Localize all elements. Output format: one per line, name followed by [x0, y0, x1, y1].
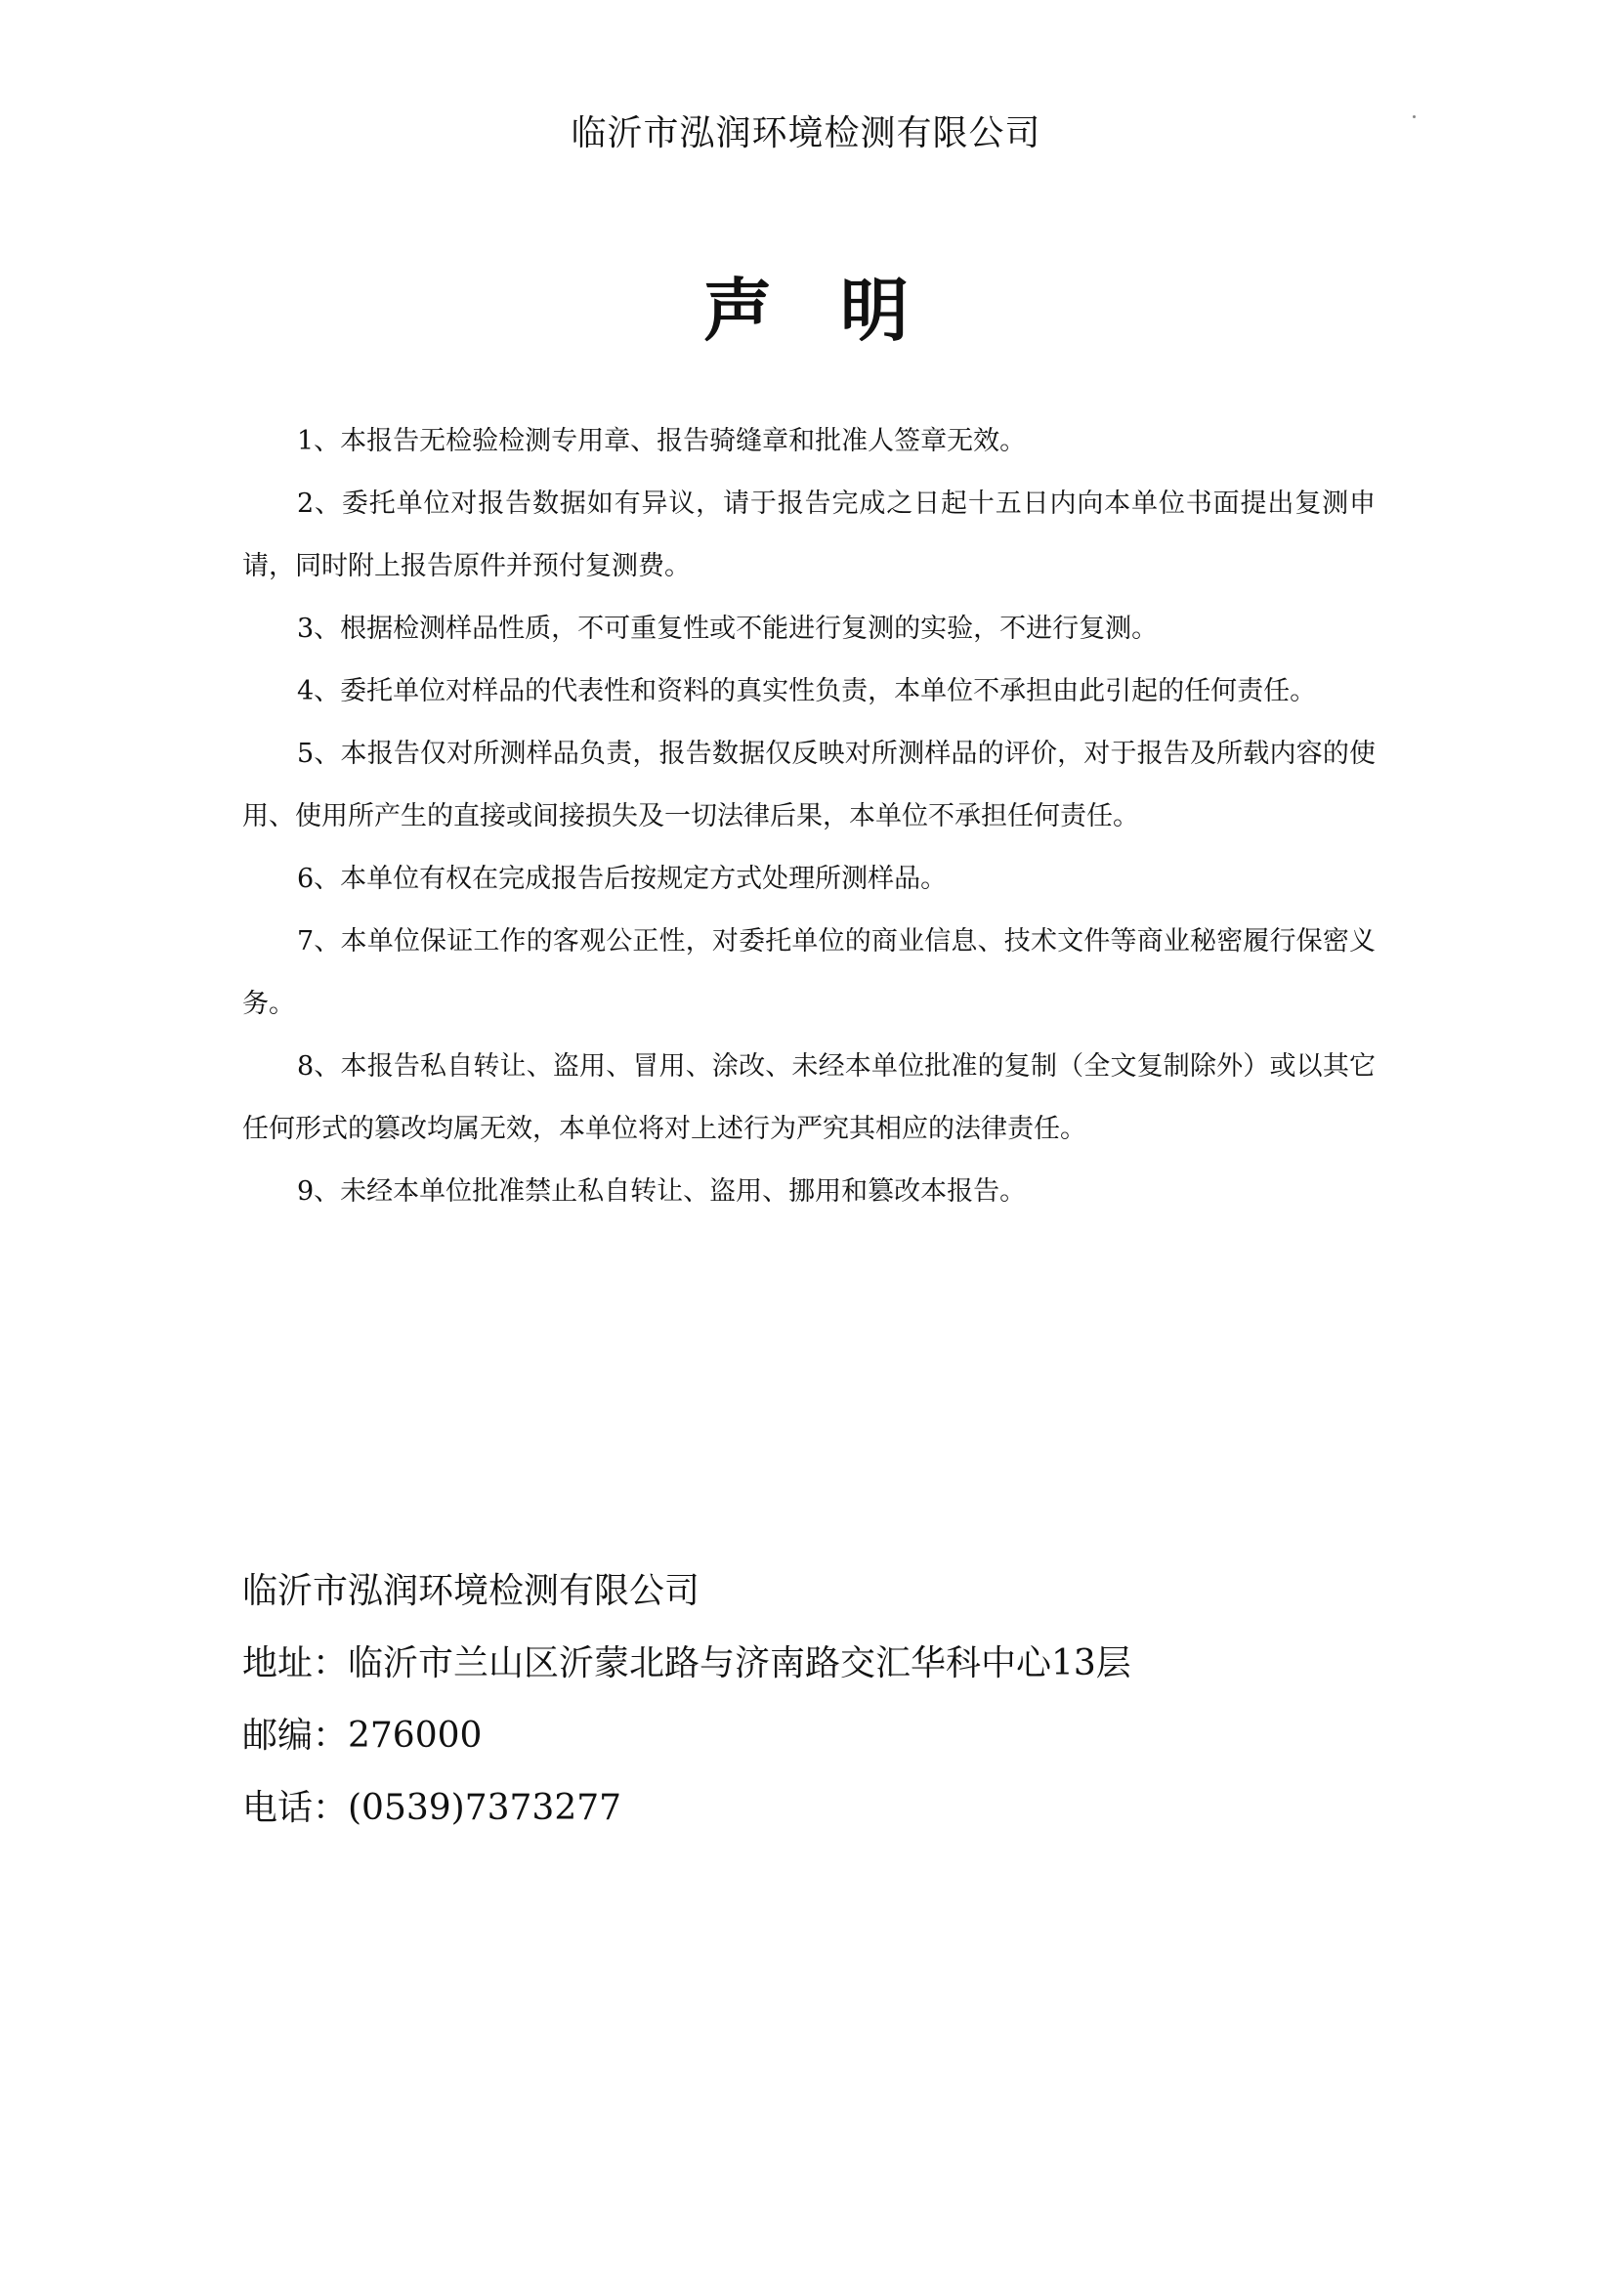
clause-item: 4、委托单位对样品的代表性和资料的真实性负责，本单位不承担由此引起的任何责任。	[297, 676, 1317, 706]
company-header: 临沂市泓润环境检测有限公司	[571, 113, 1041, 153]
contact-footer	[242, 1555, 1376, 1845]
clause-item: 9、未经本单位批准禁止私自转让、盗用、挪用和篡改本报告。	[297, 1176, 1027, 1207]
clause-item: 7、本单位保证工作的客观公正性，对委托单位的商业信息、技术文件等商业秘密履行保密义务。	[242, 926, 1376, 1019]
footer-postcode: 邮编：276000	[242, 1716, 483, 1756]
clause-item: 2、委托单位对报告数据如有异议，请于报告完成之日起十五日内向本单位书面提出复测申请，同时附上报告原件并预付复测费。	[242, 489, 1376, 581]
clause-item: 6、本单位有权在完成报告后按规定方式处理所测样品。	[297, 864, 948, 894]
clause-list	[242, 410, 1376, 1223]
clause-item: 1、本报告无检验检测专用章、报告骑缝章和批准人签章无效。	[297, 426, 1027, 456]
clause-item: 8、本报告私自转让、盗用、冒用、涂改、未经本单位批准的复制（全文复制除外）或以其它任何形式的篡改均属无效，本单位将对上述行为严究其相应的法律责任。	[242, 1051, 1376, 1144]
document-title: 声明	[703, 270, 977, 351]
footer-address: 地址：临沂市兰山区沂蒙北路与济南路交汇华科中心13层	[242, 1643, 1131, 1683]
footer-phone: 电话：(0539)7373277	[242, 1788, 622, 1828]
clause-item: 5、本报告仅对所测样品负责，报告数据仅反映对所测样品的评价，对于报告及所载内容的使用、使用所产生的直接或间接损失及一切法律后果，本单位不承担任何责任。	[242, 739, 1376, 831]
clause-item: 3、根据检测样品性质，不可重复性或不能进行复测的实验，不进行复测。	[297, 614, 1159, 644]
footer-company: 临沂市泓润环境检测有限公司	[242, 1571, 700, 1611]
